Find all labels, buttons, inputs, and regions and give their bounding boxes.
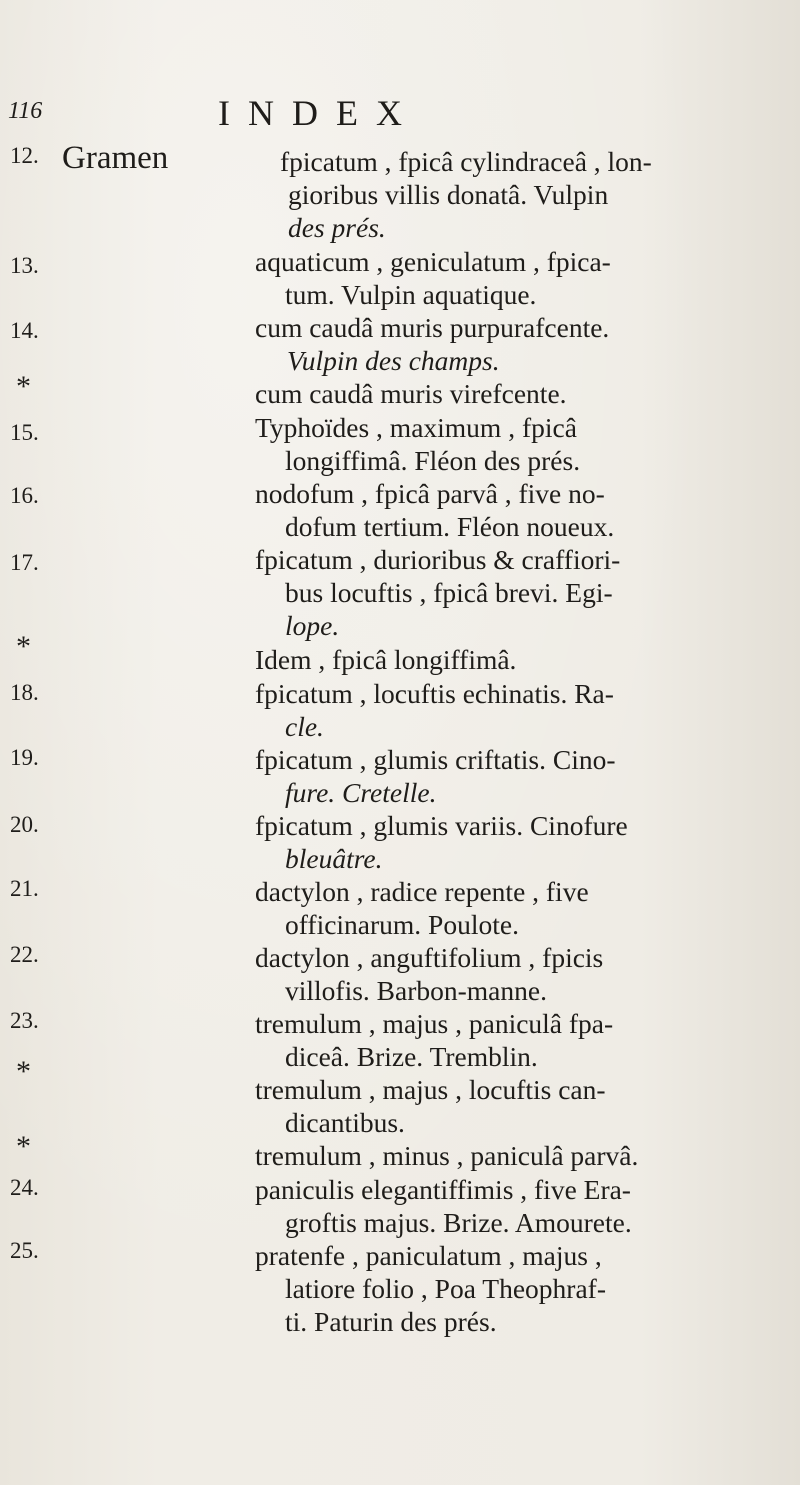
entry-line: paniculis elegantiffimis , five Era- [255, 1174, 631, 1205]
entry-line: latiore folio , Poa Theophraf- [285, 1273, 606, 1304]
entry-line: cle. [285, 711, 324, 742]
entry-line: villofis. Barbon-manne. [285, 975, 547, 1006]
index-entry [280, 145, 795, 244]
entry-number: 22. [10, 942, 39, 967]
entry-line: dactylon , anguftifolium , fpicis [255, 942, 604, 973]
entry-line: tum. Vulpin aquatique. [285, 279, 537, 310]
entry-line: groftis majus. Brize. Amourete. [285, 1207, 632, 1238]
entry-line: gioribus villis donatâ. Vulpin [288, 179, 609, 210]
entry-number: 23. [10, 1008, 39, 1033]
entry-line: bleuâtre. [285, 843, 383, 874]
entry-line: pratenfe , paniculatum , majus , [255, 1240, 602, 1271]
entry-number: 21. [10, 876, 39, 901]
index-entry [217, 941, 800, 1007]
entry-line: Vulpin des champs. [287, 345, 500, 376]
page-number: 116 [8, 98, 43, 124]
entry-line: tremulum , majus , paniculâ fpa- [255, 1008, 614, 1039]
entry-line: aquaticum , geniculatum , fpica- [255, 246, 611, 277]
entry-line: fpicatum , fpicâ cylindraceâ , lon- [280, 146, 652, 177]
entry-line: cum caudâ muris purpurafcente. [255, 312, 610, 343]
entry-number: 24. [10, 1175, 39, 1200]
entry-number: 18. [10, 680, 39, 705]
index-entry [217, 245, 800, 311]
entry-line: officinarum. Poulote. [285, 909, 519, 940]
entry-line: lope. [285, 610, 340, 641]
entry-line: nodofum , fpicâ parvâ , five no- [255, 478, 605, 509]
index-entry [217, 411, 800, 477]
index-entry [217, 1173, 800, 1239]
entry-number: 20. [10, 812, 39, 837]
entry-number: 16. [10, 483, 39, 508]
entry-line: fure. Cretelle. [285, 777, 437, 808]
index-entry [217, 311, 800, 377]
entry-number: 17. [10, 550, 39, 575]
entry-line: dicantibus. [285, 1107, 405, 1138]
index-entry [217, 1073, 800, 1139]
entry-star: * [16, 630, 31, 663]
entry-line: diceâ. Brize. Tremblin. [285, 1041, 538, 1072]
entry-line: tremulum , majus , locuftis can- [255, 1074, 606, 1105]
entry-star: * [16, 370, 31, 403]
entry-line: Idem , fpicâ longiffimâ. [255, 644, 517, 675]
entry-line: ti. Paturin des prés. [285, 1306, 497, 1337]
index-entry [217, 1007, 800, 1073]
entry-number: 13. [10, 253, 39, 278]
entry-line: fpicatum , durioribus & craffiori- [255, 544, 621, 575]
entry-line: dofum tertium. Fléon noueux. [285, 511, 615, 542]
index-entry [217, 743, 800, 809]
entry-number: 12. [10, 143, 39, 168]
index-entry [217, 543, 800, 642]
entry-number: 25. [10, 1238, 39, 1263]
entry-line: tremulum , minus , paniculâ parvâ. [255, 1140, 639, 1171]
entry-line: cum caudâ muris virefcente. [255, 378, 567, 409]
entry-number: 15. [10, 420, 39, 445]
entry-line: des prés. [288, 212, 386, 243]
index-entry [217, 1239, 800, 1338]
entry-line: dactylon , radice repente , five [255, 876, 589, 907]
entry-star: * [16, 1055, 31, 1088]
index-entry [217, 643, 800, 676]
index-entry [217, 875, 800, 941]
genus-name: Gramen [62, 140, 169, 176]
index-entry [217, 477, 800, 543]
index-entry [217, 677, 800, 743]
index-entry [217, 1139, 800, 1172]
entry-line: bus locuftis , fpicâ brevi. Egi- [285, 577, 613, 608]
entry-line: fpicatum , locuftis echinatis. Ra- [255, 678, 614, 709]
running-head: INDEX [218, 93, 420, 133]
index-entry [217, 377, 800, 410]
entry-star: * [16, 1130, 31, 1163]
entry-number: 19. [10, 745, 39, 770]
entry-line: fpicatum , glumis variis. Cinofure [255, 810, 628, 841]
index-entry [217, 809, 800, 875]
entry-line: longiffimâ. Fléon des prés. [285, 445, 581, 476]
entry-number: 14. [10, 318, 39, 343]
entry-line: Typhoïdes , maximum , fpicâ [255, 412, 577, 443]
entry-line: fpicatum , glumis criftatis. Cino- [255, 744, 616, 775]
